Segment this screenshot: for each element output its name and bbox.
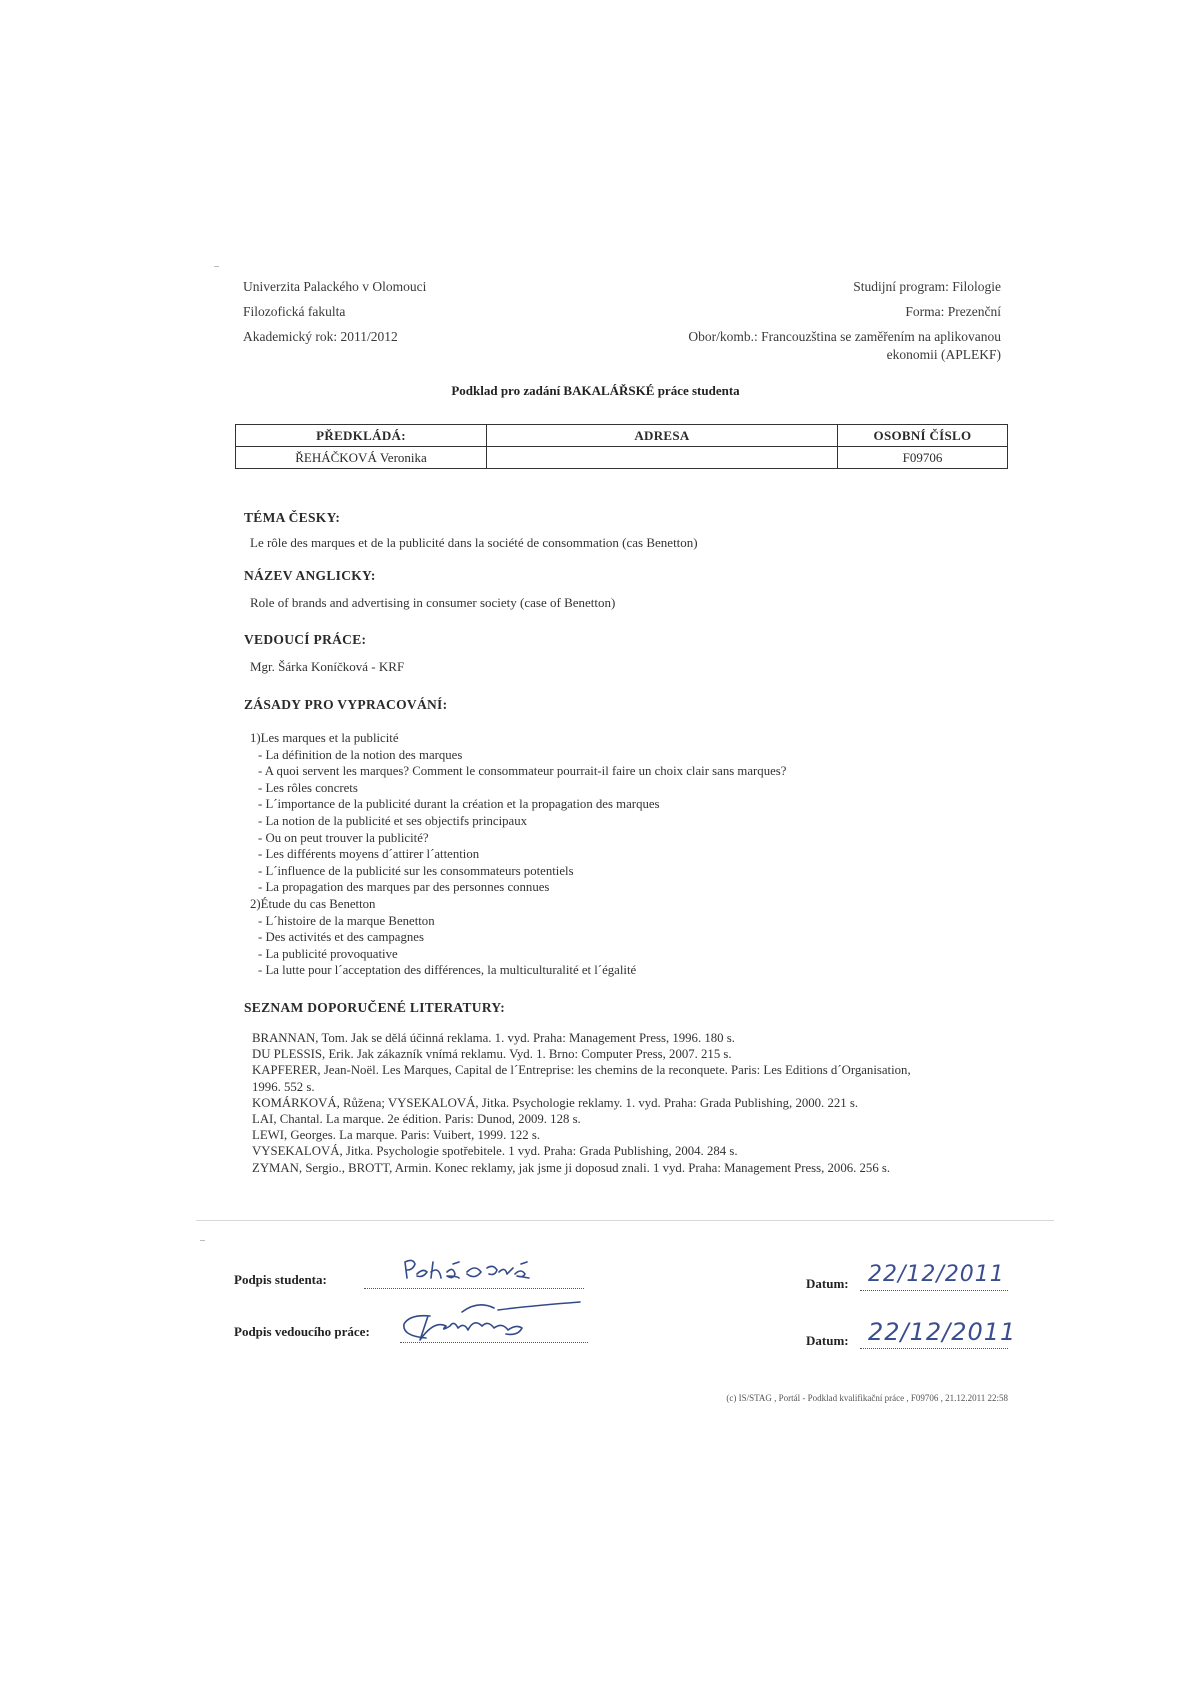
nazev-heading: NÁZEV ANGLICKY: [244, 568, 376, 583]
header-left [243, 278, 426, 353]
header-adresa: ADRESA [487, 425, 838, 447]
zasady-heading: ZÁSADY PRO VYPRACOVÁNÍ: [244, 697, 448, 712]
header-predklada: PŘEDKLÁDÁ: [236, 425, 487, 447]
list-item: BRANNAN, Tom. Jak se dělá účinná reklama. 1. vyd. Praha: Management Press, 1996. 180 s. [252, 1031, 735, 1045]
study-program: Studijní program: Filologie [853, 279, 1001, 294]
separator-line [196, 1220, 1054, 1221]
list-item: ZYMAN, Sergio., BROTT, Armin. Konec reklamy, jak jsme ji doposud znali. 1 vyd. Praha: Management Press, 2006. 256 s. [252, 1160, 891, 1175]
study-field-line1: Obor/komb.: Francouzština se zaměřením na aplikovanou [688, 329, 1001, 344]
header-right [688, 278, 1001, 364]
supervisor-signature [398, 1296, 588, 1346]
study-field-line2: ekonomii (APLEKF) [886, 347, 1001, 362]
list-item: - Ou on peut trouver la publicité? [258, 830, 429, 845]
university-name: Univerzita Palackého v Olomouci [243, 279, 427, 294]
table-header-row [236, 425, 1008, 447]
list-item: - A quoi servent les marques? Comment le consommateur pourrait-il faire un choix clair sans marques? [258, 764, 787, 779]
list-item: - Des activités et des campagnes [258, 930, 424, 945]
student-signature [395, 1250, 565, 1290]
tema-text: Le rôle des marques et de la publicité dans la société de consommation (cas Benetton) [250, 535, 698, 550]
list-item: - La définition de la notion des marques [258, 747, 463, 762]
list-item: VYSEKALOVÁ, Jitka. Psychologie spotřebitele. 1 vyd. Praha: Grada Publishing, 2004. 284 s. [252, 1144, 738, 1159]
table-row [236, 447, 1008, 469]
supervisor-date-value: 22/12/2011 [868, 1318, 1017, 1346]
student-date-label: Datum: [806, 1276, 849, 1291]
list-item: - L´importance de la publicité durant la création et la propagation des marques [258, 797, 660, 812]
vedouci-text: Mgr. Šárka Koníčková - KRF [250, 659, 405, 674]
list-item: LAI, Chantal. La marque. 2e édition. Paris: Dunod, 2009. 128 s. [252, 1112, 581, 1127]
list-item: KOMÁRKOVÁ, Růžena; VYSEKALOVÁ, Jitka. Psychologie reklamy. 1. vyd. Praha: Grada Publishing, 2000. 221 s. [252, 1095, 859, 1110]
list-item: 1996. 552 s. [252, 1079, 315, 1094]
study-form: Forma: Prezenční [905, 304, 1001, 319]
supervisor-signature-label: Podpis vedoucího práce: [234, 1324, 370, 1339]
list-item: LEWI, Georges. La marque. Paris: Vuibert, 1999. 122 s. [252, 1128, 541, 1143]
list-item: - L´influence de la publicité sur les consommateurs potentiels [258, 863, 574, 878]
document-title: Podklad pro zadání BAKALÁŘSKÉ práce studenta [451, 383, 740, 398]
literatura-list [252, 1030, 1012, 1176]
header-osobni-cislo: OSOBNÍ ČÍSLO [838, 425, 1008, 447]
student-info-table [235, 424, 1008, 469]
list-item: - La lutte pour l´acceptation des différences, la multiculturalité et l´égalité [258, 963, 637, 978]
list-item: 1)Les marques et la publicité [250, 731, 399, 745]
footer-note: (c) IS/STAG , Portál - Podklad kvalifikační práce , F09706 , 21.12.2011 22:58 [726, 1393, 1008, 1403]
literatura-heading: SEZNAM DOPORUČENÉ LITERATURY: [244, 1000, 506, 1015]
vedouci-heading: VEDOUCÍ PRÁCE: [244, 632, 367, 647]
list-item: 2)Étude du cas Benetton [250, 896, 376, 911]
academic-year: Akademický rok: 2011/2012 [243, 329, 398, 344]
scan-speck [200, 1240, 205, 1241]
list-item: - Les rôles concrets [258, 780, 358, 795]
list-item: - La propagation des marques par des personnes connues [258, 880, 550, 895]
student-address [487, 447, 838, 469]
list-item: - Les différents moyens d´attirer l´attention [258, 847, 480, 862]
student-name: ŘEHÁČKOVÁ Veronika [236, 447, 487, 469]
student-number: F09706 [838, 447, 1008, 469]
list-item: - La notion de la publicité et ses objectifs principaux [258, 813, 528, 828]
nazev-text: Role of brands and advertising in consumer society (case of Benetton) [250, 595, 616, 610]
scan-speck [214, 266, 219, 267]
supervisor-date-label: Datum: [806, 1333, 849, 1348]
list-item: DU PLESSIS, Erik. Jak zákazník vnímá reklamu. Vyd. 1. Brno: Computer Press, 2007. 215 s. [252, 1047, 732, 1062]
student-date-value: 22/12/2011 [868, 1262, 1005, 1287]
list-item: - L´histoire de la marque Benetton [258, 913, 435, 928]
zasady-list [250, 730, 786, 979]
tema-heading: TÉMA ČESKY: [244, 510, 341, 525]
faculty-name: Filozofická fakulta [243, 304, 346, 319]
list-item: - La publicité provoquative [258, 946, 398, 961]
student-signature-label: Podpis studenta: [234, 1272, 327, 1287]
list-item: KAPFERER, Jean-Noël. Les Marques, Capital de l´Entreprise: les chemins de la reconquete. Paris: Les Editions d´Organisation, [252, 1063, 911, 1078]
